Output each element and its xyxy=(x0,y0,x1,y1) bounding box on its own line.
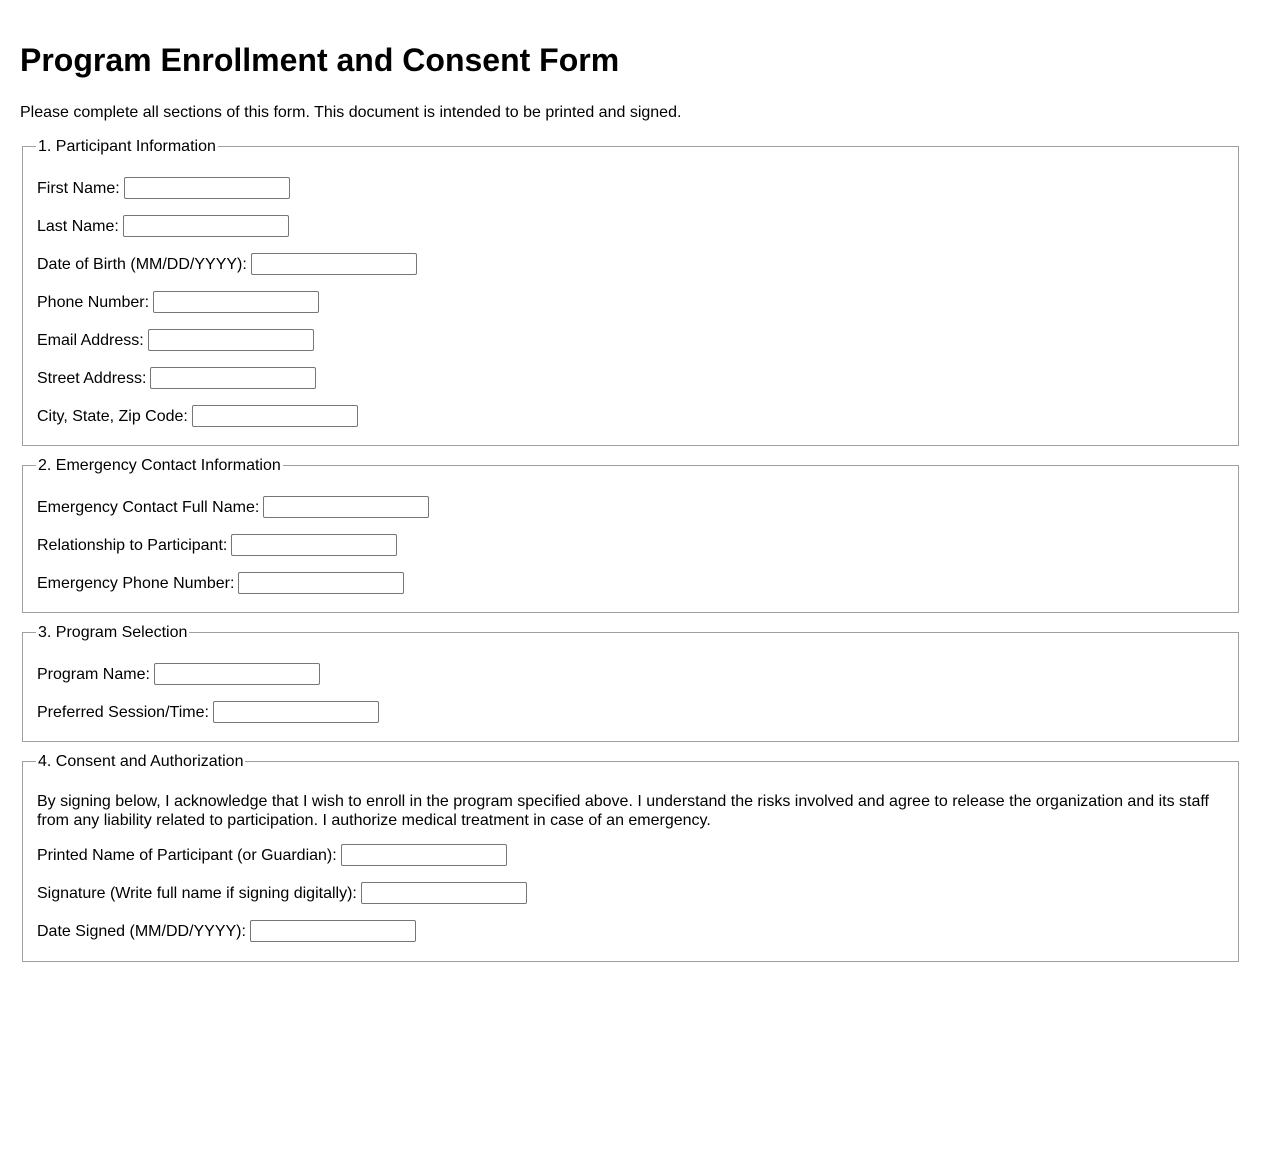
relationship-input[interactable] xyxy=(231,534,397,556)
printed-name-input[interactable] xyxy=(341,844,507,866)
city-state-zip-row xyxy=(37,405,1224,427)
emergency-phone-label: Emergency Phone Number: xyxy=(37,574,235,592)
page-title: Program Enrollment and Consent Form xyxy=(20,42,620,78)
emergency-contact-legend: 2. Emergency Contact Information xyxy=(38,457,281,474)
program-selection-legend: 3. Program Selection xyxy=(38,624,188,641)
date-of-birth-input[interactable] xyxy=(251,253,417,275)
printed-name-row xyxy=(37,844,1224,866)
emergency-contact-section xyxy=(22,456,1239,613)
participant-information-section xyxy=(22,137,1239,446)
date-signed-label: Date Signed (MM/DD/YYYY): xyxy=(37,922,246,940)
emergency-contact-name-label: Emergency Contact Full Name: xyxy=(37,498,260,516)
program-selection-section xyxy=(22,623,1239,742)
phone-number-row xyxy=(37,291,1224,313)
emergency-contact-name-input[interactable] xyxy=(263,496,429,518)
signature-row xyxy=(37,882,1224,904)
city-state-zip-label: City, State, Zip Code: xyxy=(37,407,188,425)
first-name-input[interactable] xyxy=(124,177,290,199)
email-address-label: Email Address: xyxy=(37,331,144,349)
last-name-label: Last Name: xyxy=(37,217,119,235)
relationship-label: Relationship to Participant: xyxy=(37,536,228,554)
city-state-zip-input[interactable] xyxy=(192,405,358,427)
phone-number-label: Phone Number: xyxy=(37,293,150,311)
emergency-phone-row xyxy=(37,572,1224,594)
form-instructions: Please complete all sections of this form. This document is intended to be printed and signed. xyxy=(20,104,682,121)
date-of-birth-row xyxy=(37,253,1224,275)
date-signed-input[interactable] xyxy=(250,920,416,942)
date-of-birth-label: Date of Birth (MM/DD/YYYY): xyxy=(37,255,247,273)
street-address-input[interactable] xyxy=(150,367,316,389)
signature-input[interactable] xyxy=(361,882,527,904)
consent-authorization-legend: 4. Consent and Authorization xyxy=(38,753,244,770)
emergency-contact-name-row xyxy=(37,496,1224,518)
email-address-row xyxy=(37,329,1224,351)
emergency-phone-input[interactable] xyxy=(238,572,404,594)
signature-label: Signature (Write full name if signing digitally): xyxy=(37,884,357,902)
relationship-row xyxy=(37,534,1224,556)
date-signed-row xyxy=(37,920,1224,942)
consent-authorization-section xyxy=(22,752,1239,962)
last-name-input[interactable] xyxy=(123,215,289,237)
consent-statement: By signing below, I acknowledge that I wish to enroll in the program specified above. I understand the risks involved and agree to release the organization and its staff from any liability related to participation. I authorize medical treatment in case of an emergency. xyxy=(37,793,1209,829)
preferred-session-input[interactable] xyxy=(213,701,379,723)
participant-information-legend: 1. Participant Information xyxy=(38,138,216,155)
program-name-row xyxy=(37,663,1224,685)
preferred-session-label: Preferred Session/Time: xyxy=(37,703,209,721)
street-address-row xyxy=(37,367,1224,389)
first-name-label: First Name: xyxy=(37,179,120,197)
phone-number-input[interactable] xyxy=(153,291,319,313)
printed-name-label: Printed Name of Participant (or Guardian): xyxy=(37,846,337,864)
first-name-row xyxy=(37,177,1224,199)
last-name-row xyxy=(37,215,1224,237)
email-address-input[interactable] xyxy=(148,329,314,351)
street-address-label: Street Address: xyxy=(37,369,147,387)
program-name-label: Program Name: xyxy=(37,665,150,683)
program-name-input[interactable] xyxy=(154,663,320,685)
preferred-session-row xyxy=(37,701,1224,723)
